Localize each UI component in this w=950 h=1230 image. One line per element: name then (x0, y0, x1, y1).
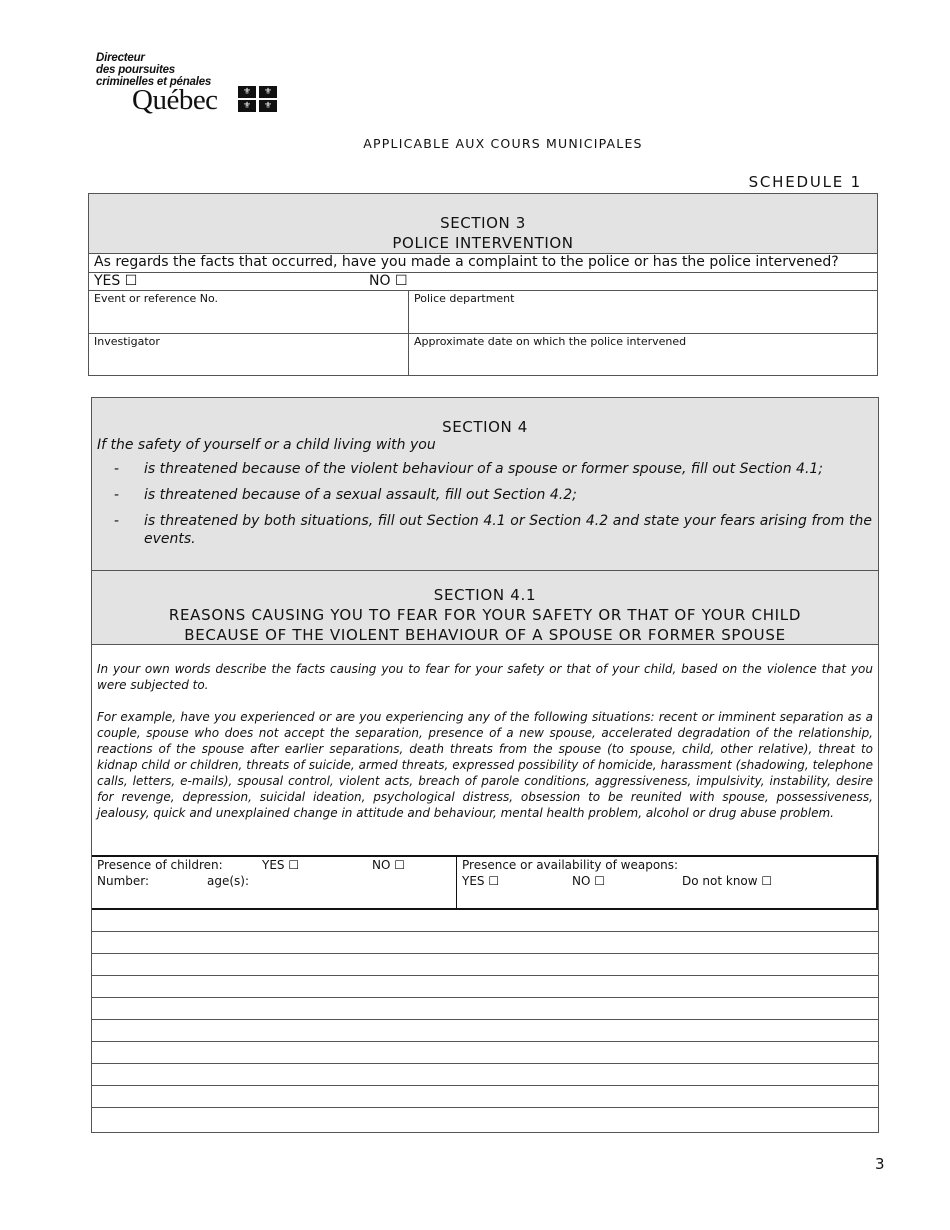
section-3-title: POLICE INTERVENTION (392, 234, 574, 252)
section-3-header (89, 194, 877, 254)
bullet-text: is threatened because of a sexual assault, fill out Section 4.2; (144, 487, 577, 503)
page-number: 3 (875, 1155, 885, 1173)
fleur-de-lis-icon: ⚜ (259, 100, 277, 112)
logo-wordmark: Québec (132, 84, 218, 116)
section-3-box (88, 193, 878, 376)
police-fields-row-1 (89, 291, 877, 334)
section-4-bullets (114, 460, 872, 556)
children-weapons-row (92, 855, 878, 910)
police-yes-no-row (89, 273, 877, 291)
quebec-flag-icon (238, 86, 277, 112)
bullet-text: is threatened because of the violent behaviour of a spouse or former spouse, fill out Section 4.1; (144, 461, 824, 477)
fleur-de-lis-icon: ⚜ (238, 86, 256, 98)
writing-line[interactable] (92, 910, 878, 932)
logo-org-line-3: criminelles et pénales (96, 76, 212, 88)
children-cell (92, 857, 457, 908)
approx-date-field[interactable]: Approximate date on which the police intervened (414, 335, 687, 348)
writing-line[interactable] (92, 976, 878, 998)
schedule-label: SCHEDULE 1 (748, 173, 862, 191)
logo-org-line-2: des poursuites (96, 64, 175, 76)
list-item (114, 460, 872, 478)
weapons-no-checkbox[interactable]: NO ☐ (572, 874, 605, 888)
children-label: Presence of children: (97, 858, 223, 872)
weapons-dont-know-checkbox[interactable]: Do not know ☐ (682, 874, 773, 888)
weapons-cell (457, 857, 878, 908)
section-4-1-instructions (92, 645, 878, 855)
investigator-field[interactable]: Investigator (89, 334, 409, 375)
dpcp-quebec-logo (96, 52, 296, 122)
police-question: As regards the facts that occurred, have you made a complaint to the police or has the police intervened? (89, 254, 877, 273)
event-number-field[interactable]: Event or reference No. (89, 291, 409, 333)
facts-writing-lines (92, 910, 878, 1130)
applicable-courts-heading: APPLICABLE AUX COURS MUNICIPALES (363, 136, 643, 151)
police-fields-row-2 (89, 334, 877, 375)
section-4-number: SECTION 4 (442, 418, 528, 436)
bullet-dash: - (114, 487, 120, 503)
writing-line[interactable] (92, 1064, 878, 1086)
list-item (114, 486, 872, 504)
children-ages-field[interactable]: age(s): (207, 874, 250, 888)
section-4-1-title-line-1: REASONS CAUSING YOU TO FEAR FOR YOUR SAFETY OR THAT OF YOUR CHILD (168, 606, 802, 624)
writing-line[interactable] (92, 1086, 878, 1108)
bullet-text: is threatened by both situations, fill out Section 4.1 or Section 4.2 and state your fears arising from the events. (144, 513, 872, 547)
instructions-paragraph-1: In your own words describe the facts causing you to fear for your safety or that of your child, based on the violence that you were subjected to. (97, 662, 873, 692)
section-4-lead: If the safety of yourself or a child living with you (97, 437, 436, 453)
section-4-1-number: SECTION 4.1 (433, 586, 537, 604)
weapons-label: Presence or availability of weapons: (462, 858, 679, 872)
fleur-de-lis-icon: ⚜ (259, 86, 277, 98)
writing-line[interactable] (92, 1108, 878, 1130)
weapons-yes-checkbox[interactable]: YES ☐ (462, 874, 500, 888)
bullet-dash: - (114, 461, 120, 477)
instructions-paragraph-2: For example, have you experienced or are you experiencing any of the following situations: recent or imminent separation as a couple, spouse who does not accept the separation, presence of a new spouse, accelerated degradation of the relationship, reactions of the spouse after earlier separations, death threats from the spouse (to spouse, child, other relative), threat to kidnap child or children, threats of suicide, armed threats, expressed possibility of homicide, harassment (shadowing, telephone calls, letters, e-mails), spousal control, violent acts, breach of parole conditions, aggressiveness, impulsivity, instability, desire for revenge, depression, suicidal ideation, psychological distress, obsession to be reunited with spouse, possessiveness, jealousy, quick and unexplained change in attitude and behaviour, mental health problem, alcohol or drug abuse problem. (97, 710, 873, 820)
writing-line[interactable] (92, 954, 878, 976)
children-number-field[interactable]: Number: (97, 874, 150, 888)
bullet-dash: - (114, 513, 120, 529)
police-yes-checkbox[interactable]: YES ☐ (94, 273, 138, 289)
section-3-number: SECTION 3 (440, 214, 526, 232)
list-item (114, 512, 872, 548)
fleur-de-lis-icon: ⚜ (238, 100, 256, 112)
section-4-1-header (92, 571, 878, 645)
children-no-checkbox[interactable]: NO ☐ (372, 858, 405, 872)
writing-line[interactable] (92, 1020, 878, 1042)
writing-line[interactable] (92, 1042, 878, 1064)
section-4-intro (92, 398, 878, 571)
writing-line[interactable] (92, 998, 878, 1020)
section-4-box (91, 397, 879, 1133)
logo-org-line-1: Directeur (96, 52, 145, 64)
children-yes-checkbox[interactable]: YES ☐ (262, 858, 300, 872)
police-no-checkbox[interactable]: NO ☐ (369, 273, 408, 289)
police-department-field[interactable]: Police department (414, 292, 515, 305)
section-4-1-title-line-2: BECAUSE OF THE VIOLENT BEHAVIOUR OF A SPOUSE OR FORMER SPOUSE (184, 626, 786, 644)
writing-line[interactable] (92, 932, 878, 954)
